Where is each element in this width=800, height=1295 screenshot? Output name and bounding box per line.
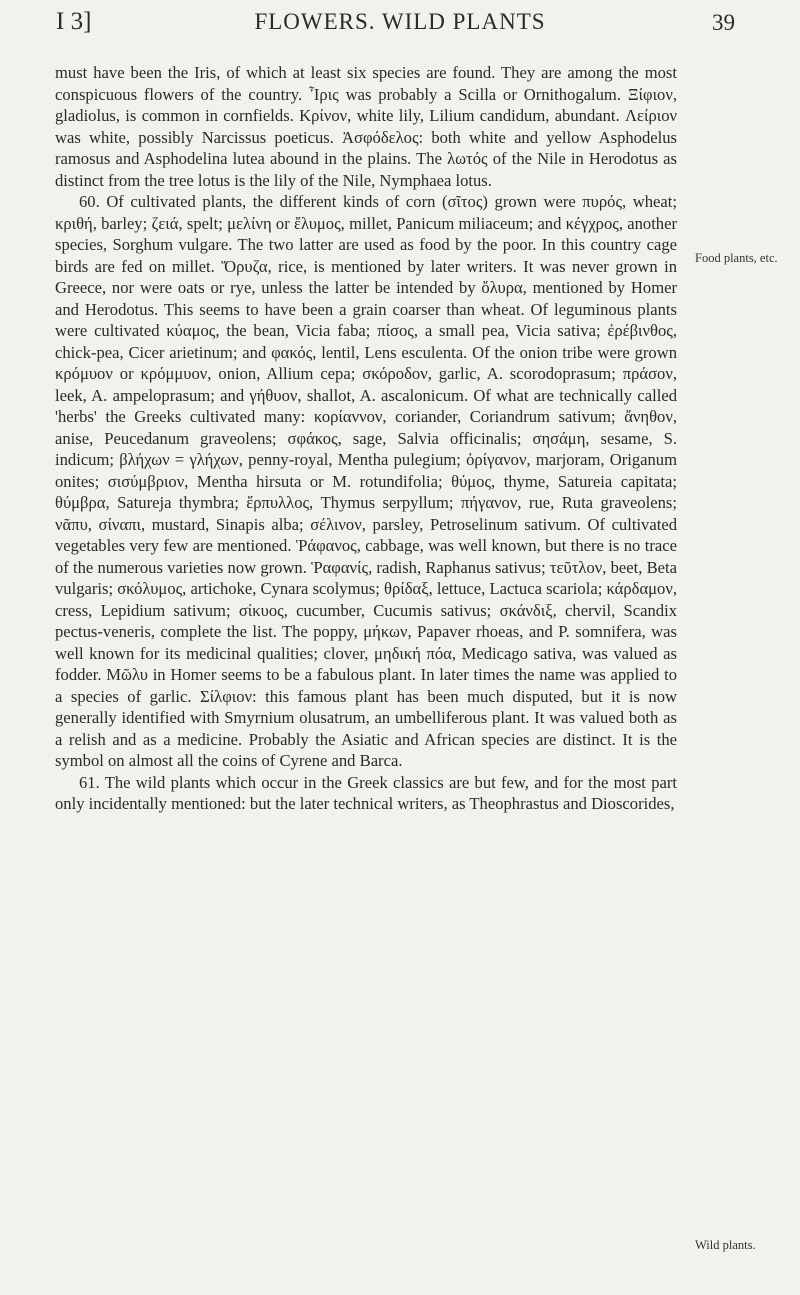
margin-note-food-plants: Food plants, etc. bbox=[695, 251, 778, 265]
chapter-section-number: I 3] bbox=[56, 8, 92, 35]
running-head-title: FLOWERS. WILD PLANTS bbox=[254, 9, 546, 34]
page-number: 39 bbox=[712, 10, 735, 35]
body-text bbox=[55, 62, 677, 815]
paragraph-60-cultivated-plants: 60. Of cultivated plants, the different kinds of corn (σῖτος) grown were πυρός, wheat; κριθή, barley; ζειά, spelt; μελίνη or ἔλυμος, millet, Panicum miliaceum; and κέγχρος, another species, Sorghum vulgare. The two latter are used as food by the poor. In this country cage birds are fed on millet. Ὄρυζα, rice, is mentioned by later writers. It was never grown in Greece, nor were oats or rye, unless the latter be intended by ὄλυρα, mentioned by Homer and Herodotus. This seems to have been a grain coarser than wheat. Of leguminous plants were cultivated κύαμος, the bean, Vicia faba; πίσος, a small pea, Vicia sativa; ἐρέβινθος, chick-pea, Cicer arietinum; and φακός, lentil, Lens esculenta. Of the onion tribe were grown κρόμυον or κρόμμυον, onion, Allium cepa; σκόροδον, garlic, A. scorodoprasum; πράσον, leek, A. ampeloprasum; and γήθυον, shallot, A. ascalonicum. Of what are technically called 'herbs' the Greeks cultivated many: κορίαννον, coriander, Coriandrum sativum; ἄνηθον, anise, Peucedanum graveolens; σφάκος, sage, Salvia officinalis; σησάμη, sesame, S. indicum; βλήχων = γλήχων, penny-royal, Mentha pulegium; ὀρίγανον, marjoram, Origanum onites; σισύμβριον, Mentha hirsuta or M. rotundifolia; θύμος, thyme, Satureia capitata; θύμβρα, Satureja thymbra; ἕρπυλλος, Thymus serpyllum; πήγανον, rue, Ruta graveolens; νᾶπυ, σίναπι, mustard, Sinapis alba; σέλινον, parsley, Petroselinum sativum. Of cultivated vegetables very few are mentioned. Ῥάφανος, cabbage, was well known, but there is no trace of the numerous varieties now grown. Ῥαφανίς, radish, Raphanus sativus; τεῦτλον, beet, Beta vulgaris; σκόλυμος, artichoke, Cynara scolymus; θρίδαξ, lettuce, Lactuca scariola; κάρδαμον, cress, Lepidium sativum; σίκυος, cucumber, Cucumis sativus; σκάνδιξ, chervil, Scandix pectus-veneris, complete the list. The poppy, μήκων, Papaver rhoeas, and P. somnifera, was well known for its medicinal qualities; clover, μηδική πόα, Medicago sativa, was valued as fodder. Μῶλυ in Homer seems to be a fabulous plant. In later times the name was applied to a species of garlic. Σίλφιον: this famous plant has been much disputed, but it is now generally identified with Smyrnium olusatrum, an umbelliferous plant. It was valued both as a relish and as a medicine. Probably the Asiatic and African species are distinct. It is the symbol on almost all the coins of Cyrene and Barca. bbox=[55, 192, 677, 770]
paragraph-61-wild-plants: 61. The wild plants which occur in the Greek classics are but few, and for the most part only incidentally mentioned: but the later technical writers, as Theophrastus and Dioscorides, bbox=[55, 772, 677, 813]
margin-note-wild-plants: Wild plants. bbox=[695, 1238, 756, 1252]
paragraph-iris: must have been the Iris, of which at least six species are found. They are among the most conspicuous flowers of the country. Ἶρις was probably a Scilla or Ornithogalum. Ξίφιον, gladiolus, is common in cornfields. Κρίνον, white lily, Lilium candidum, abundant. Λείριον was white, possibly Narcissus poeticus. Ἀσφόδελος: both white and yellow Asphodelus ramosus and Asphodelina lutea abound in the plains. The λωτός of the Nile in Herodotus as distinct from the tree lotus is the lily of the Nile, Nymphaea lotus. bbox=[55, 63, 677, 190]
